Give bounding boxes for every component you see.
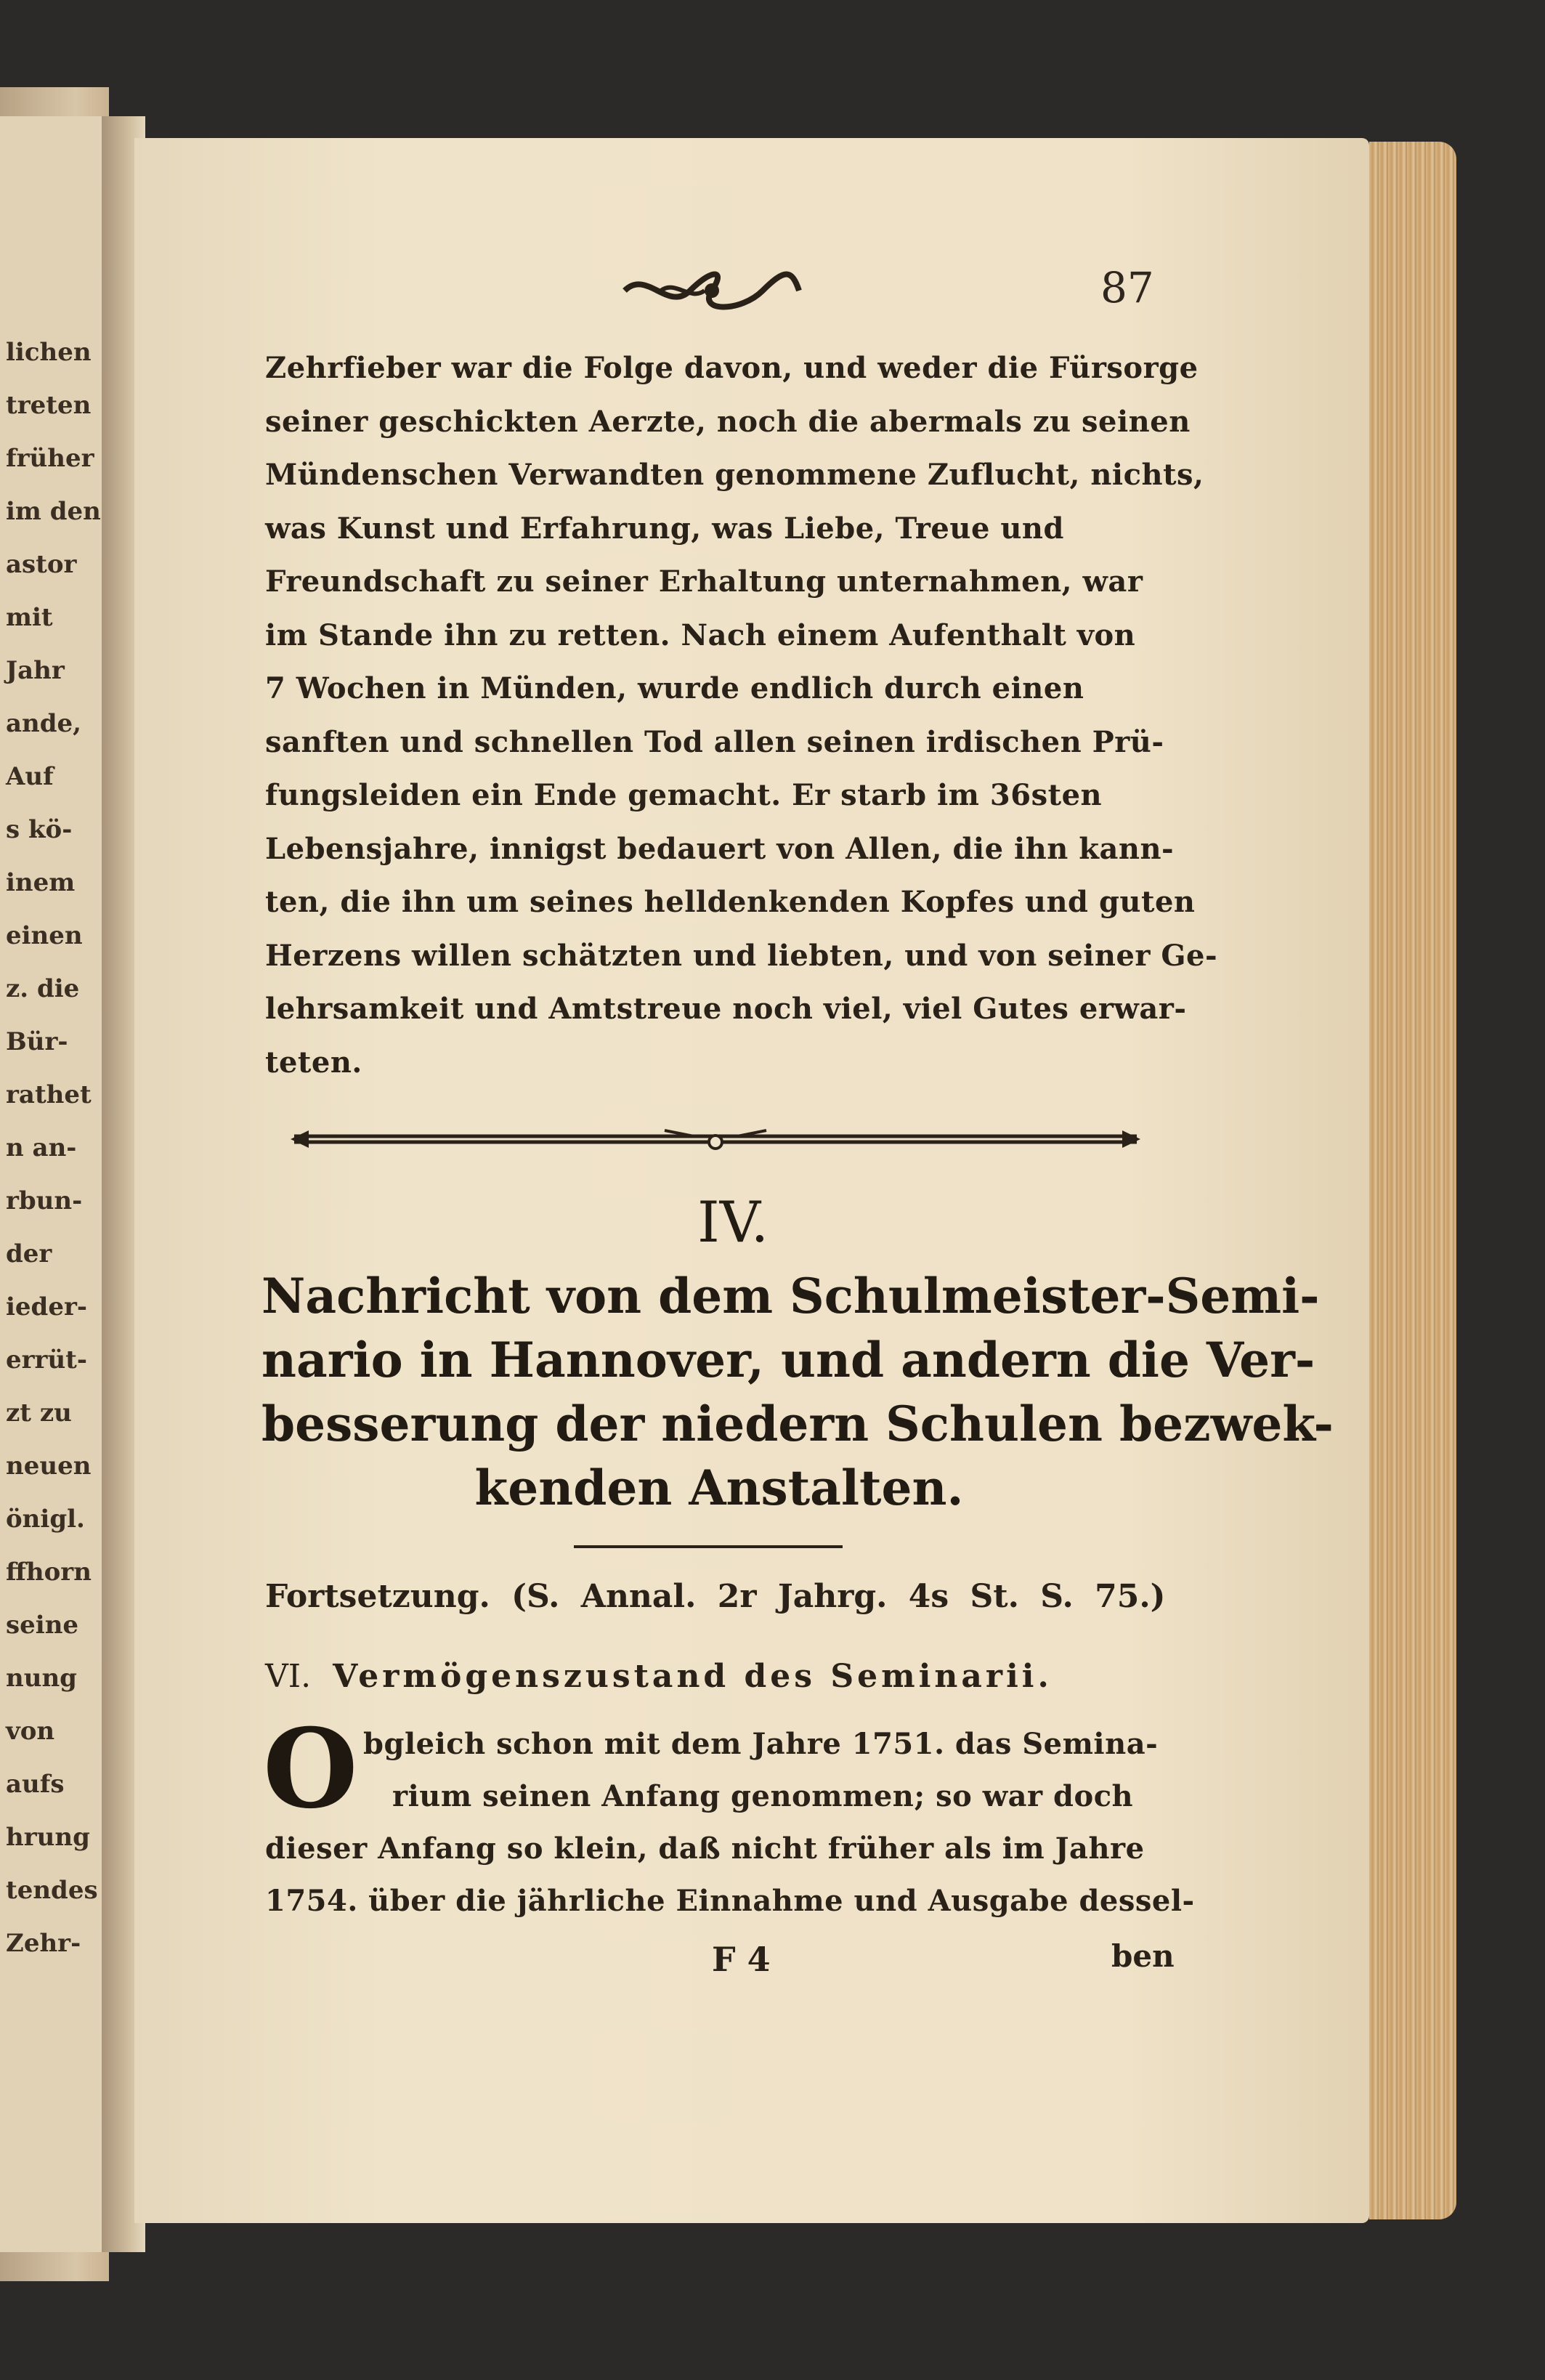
left-page-text-fragment: inem (6, 868, 76, 897)
left-page-text-fragment: seine (6, 1611, 79, 1640)
subheading-number: VI. (265, 1658, 312, 1695)
left-page-text-fragment: von (6, 1717, 55, 1746)
left-page-text-fragment: der (6, 1239, 52, 1268)
section-numeral: IV. (697, 1190, 769, 1255)
text-line: bgleich schon mit dem Jahre 1751. das Semina- (363, 1727, 1159, 1761)
title-line: besserung der niedern Schulen bezwek- (261, 1396, 1334, 1452)
left-page-text-fragment: rbun- (6, 1186, 83, 1215)
text-line: ten, die ihn um seines helldenkenden Kopfes und guten (265, 885, 1196, 919)
title-line: kenden Anstalten. (474, 1460, 964, 1516)
left-page-text-fragment: s kö- (6, 815, 73, 844)
left-page-text-fragment: nung (6, 1664, 77, 1693)
continuation-note: Fortsetzung. (S. Annal. 2r Jahrg. 4s St. S. 75.) (265, 1578, 1166, 1615)
title-underline (574, 1545, 843, 1548)
left-page-text-fragment: Zehr- (6, 1929, 81, 1958)
title-line: nario in Hannover, und andern die Ver- (261, 1332, 1315, 1388)
title-line: Nachricht von dem Schulmeister-Semi- (261, 1268, 1320, 1324)
paragraph (265, 1823, 1195, 1927)
header-ornament-icon (617, 262, 806, 320)
left-page-text-fragment: zt zu (6, 1399, 72, 1428)
text-line: seiner geschickten Aerzte, noch die abermals zu seinen (265, 404, 1191, 439)
text-line: fungsleiden ein Ende gemacht. Er starb im 36sten (265, 778, 1103, 812)
left-page-text-fragment: Jahr (6, 656, 65, 685)
left-page-text-fragment: mit (6, 603, 53, 632)
left-page-text-fragment: z. die (6, 974, 80, 1003)
left-page-text-fragment: einen (6, 921, 83, 950)
text-line: Herzens willen schätzten und liebten, und von seiner Ge- (265, 938, 1218, 973)
text-line: 1754. über die jährliche Einnahme und Ausgabe dessel- (265, 1884, 1195, 1918)
text-line: was Kunst und Erfahrung, was Liebe, Treue und (265, 511, 1064, 546)
left-page-text-fragment: ande, (6, 709, 81, 738)
left-page-text-fragment: ffhorn (6, 1558, 92, 1587)
catchword: ben (1111, 1938, 1175, 1974)
page-number: 87 (1100, 263, 1154, 312)
text-line: Mündenschen Verwandten genommene Zuflucht, nichts, (265, 458, 1204, 492)
left-page-text-fragment: tendes (6, 1876, 98, 1905)
left-page-text-fragment: Auf (6, 762, 54, 791)
drop-cap: O (263, 1705, 358, 1833)
paragraph-indented (363, 1718, 1166, 1823)
left-page-text-fragment: treten (6, 391, 92, 420)
left-page-text-fragment: önigl. (6, 1505, 85, 1534)
left-page-text-fragment: lichen (6, 338, 92, 367)
section-title (261, 1264, 1334, 1520)
left-page-text-fragment: ieder- (6, 1292, 87, 1321)
subheading (265, 1658, 1166, 1695)
left-page-text-fragment: neuen (6, 1452, 92, 1481)
signature-mark: F 4 (712, 1940, 771, 1979)
text-line: im Stande ihn zu retten. Nach einem Aufenthalt von (265, 618, 1136, 652)
left-page-fragment (0, 116, 109, 2252)
page-fore-edge (1369, 142, 1456, 2219)
subheading-text: Vermögenszustand des Seminarii. (333, 1658, 1053, 1695)
left-page-text-fragment: im den (6, 497, 101, 526)
section-divider-ornament (287, 1120, 1144, 1157)
left-page-text-fragment: rathet (6, 1080, 92, 1109)
left-page-text-fragment: Bür- (6, 1027, 68, 1056)
text-line: Zehrfieber war die Folge davon, und weder die Fürsorge (265, 351, 1199, 385)
left-page-text-fragment: früher (6, 444, 94, 473)
text-line: Lebensjahre, innigst bedauert von Allen, die ihn kann- (265, 831, 1175, 866)
left-page-text-fragment: hrung (6, 1823, 90, 1852)
text-line: rium seinen Anfang genommen; so war doch (392, 1779, 1134, 1813)
text-line: lehrsamkeit und Amtstreue noch viel, viel Gutes erwar- (265, 992, 1187, 1026)
left-page-text-fragment: astor (6, 550, 77, 579)
left-page-text-fragment: errüt- (6, 1345, 87, 1375)
body-text (265, 341, 1218, 1089)
left-page-text-fragment: aufs (6, 1770, 65, 1799)
text-line: 7 Wochen in Münden, wurde endlich durch einen (265, 671, 1084, 705)
text-line: teten. (265, 1045, 362, 1080)
left-page-text-fragment: n an- (6, 1133, 77, 1162)
text-line: sanften und schnellen Tod allen seinen irdischen Prü- (265, 724, 1164, 759)
text-line: dieser Anfang so klein, daß nicht früher als im Jahre (265, 1831, 1145, 1866)
text-line: Freundschaft zu seiner Erhaltung unternahmen, war (265, 564, 1143, 599)
